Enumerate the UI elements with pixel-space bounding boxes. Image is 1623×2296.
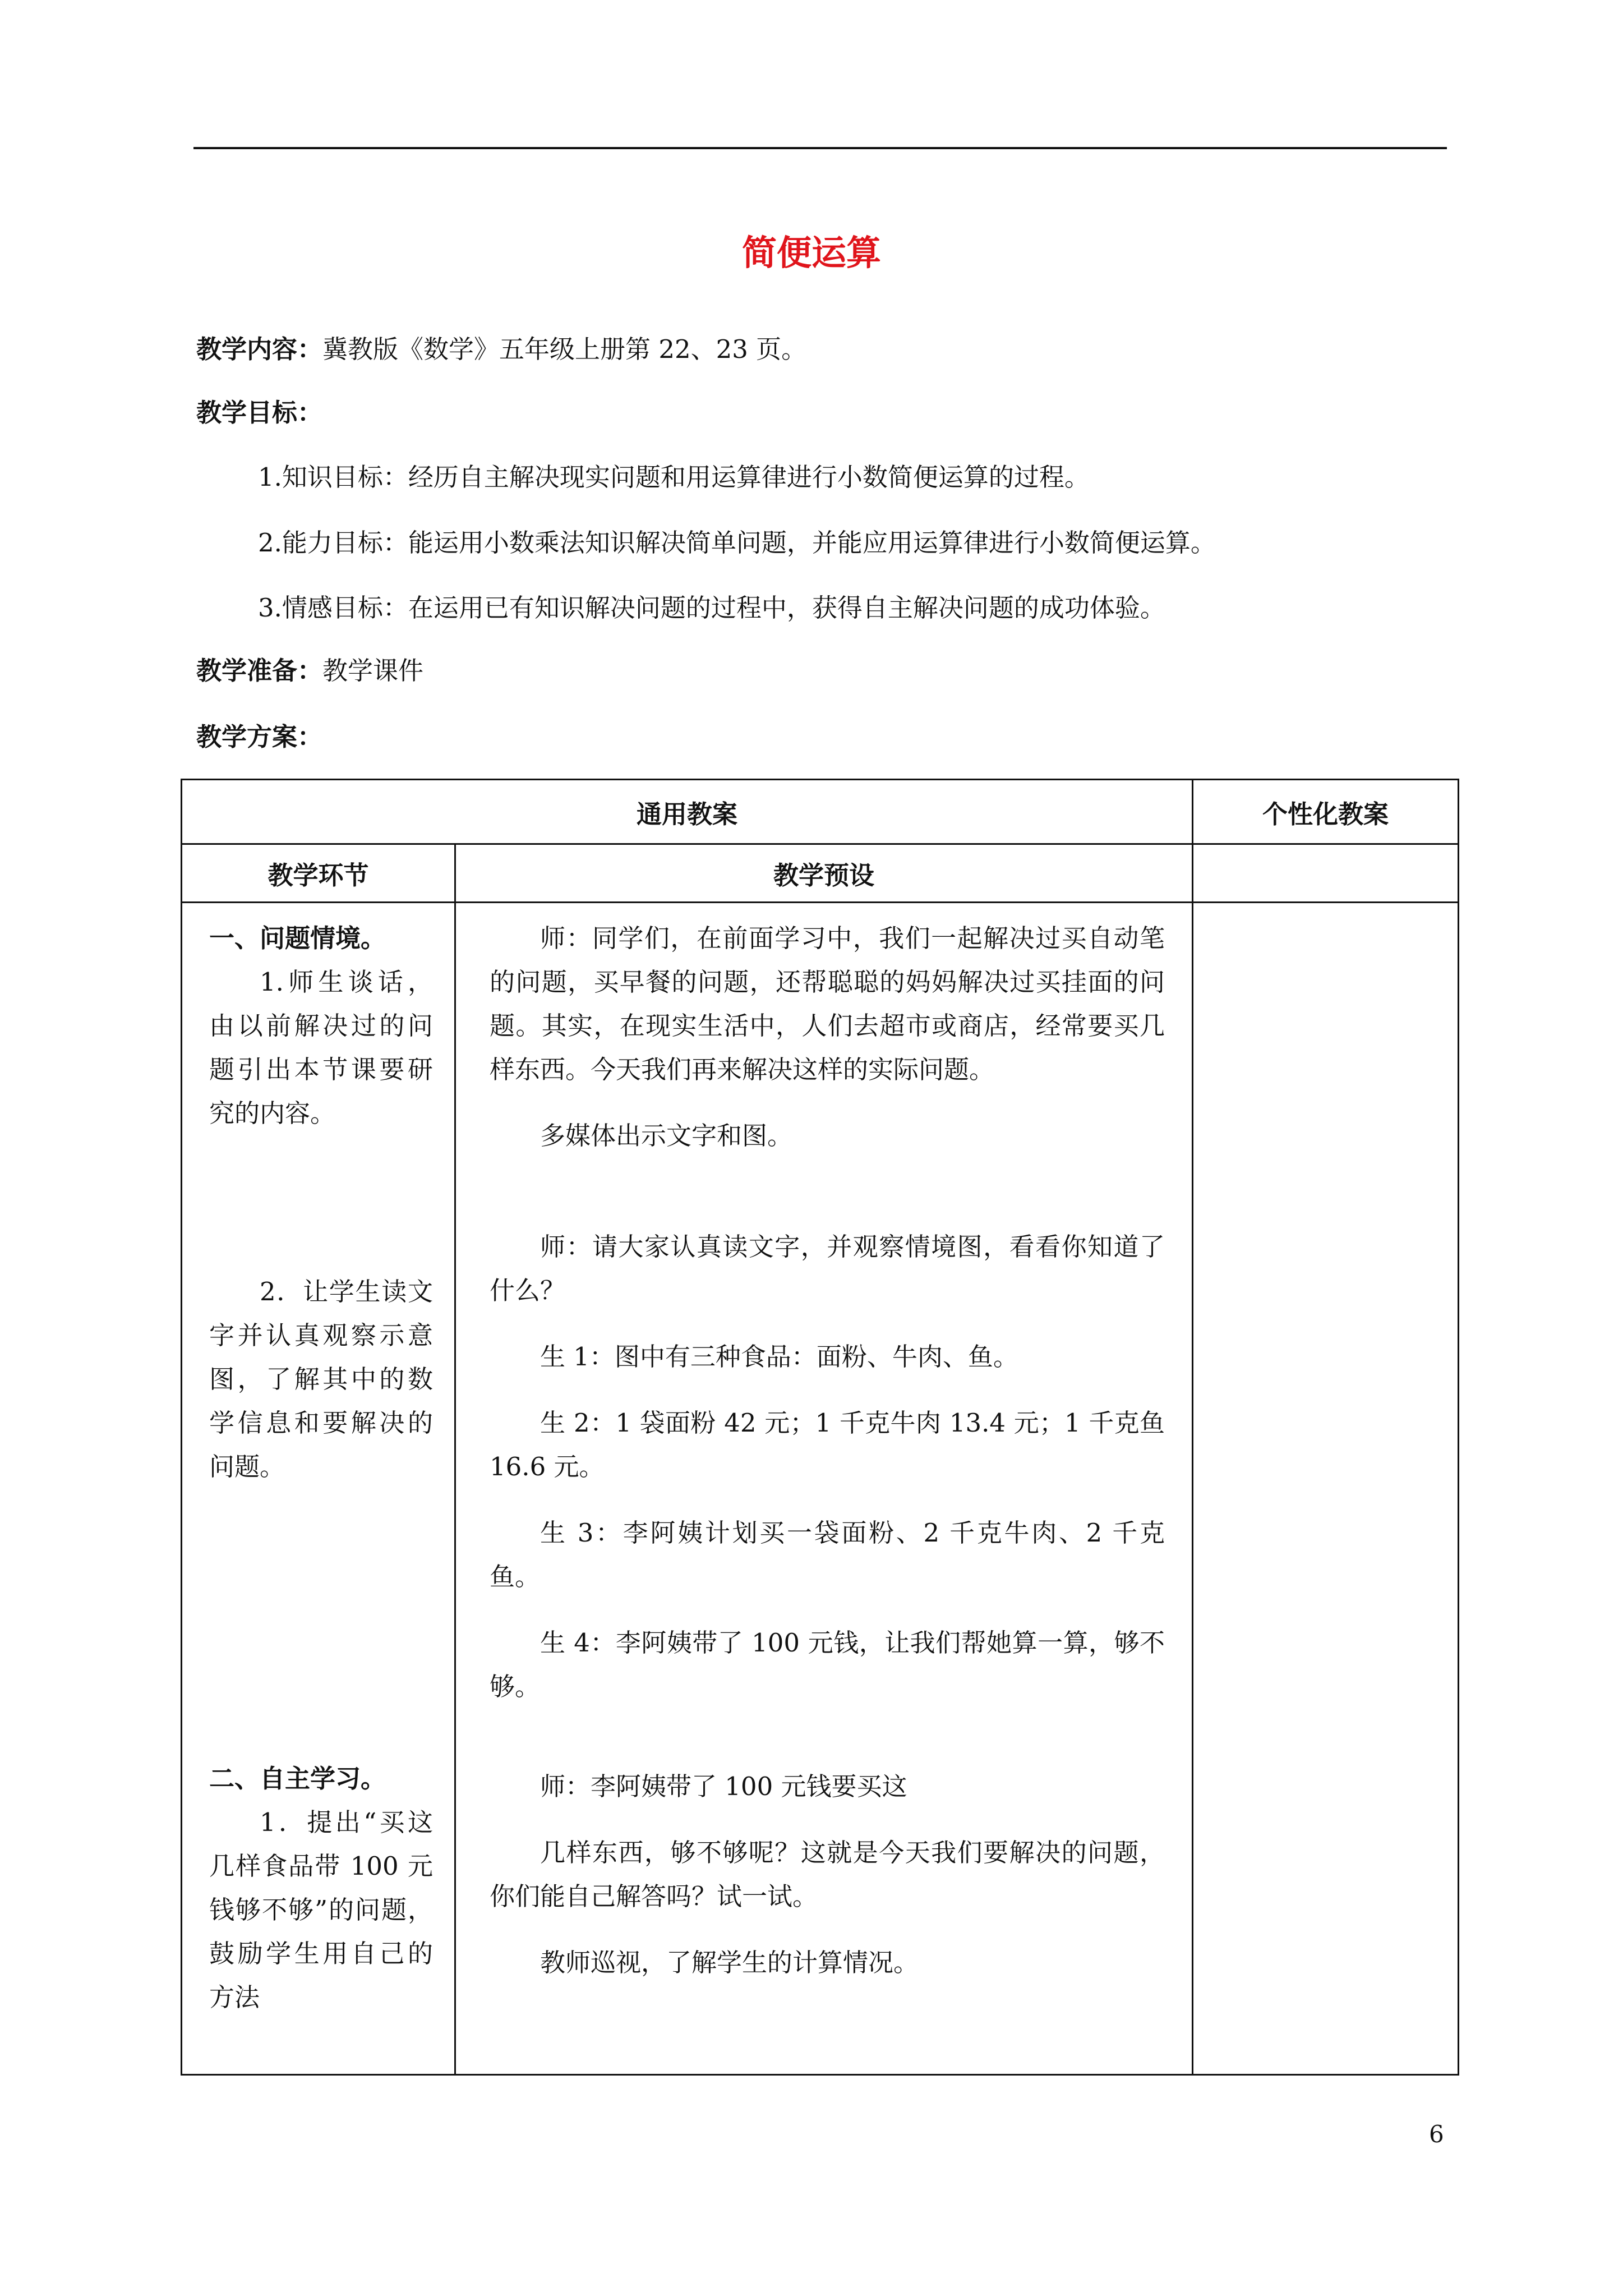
table-subheader-row <box>182 844 1459 903</box>
header-personal-plan: 个性化教案 <box>1193 780 1459 844</box>
teaching-prep-value: 教学课件 <box>322 656 424 685</box>
teaching-prep <box>196 658 423 683</box>
stage-1-item-2: 2．让学生读文字并认真观察示意图，了解其中的数学信息和要解决的问题。 <box>209 1277 433 1481</box>
teaching-content <box>196 334 807 364</box>
preset-para-8: 师：李阿姨带了 100 元钱要买这 <box>540 1772 907 1801</box>
objectives-label: 教学目标： <box>196 398 323 427</box>
stage-2-item-1: 1．提出“买这几样食品带 100 元钱够不够”的问题，鼓励学生用自己的方法 <box>209 1807 433 2012</box>
teaching-content-label: 教学内容： <box>196 334 323 364</box>
objective-3: 3.情感目标：在运用已有知识解决问题的过程中，获得自主解决问题的成功体验。 <box>258 593 1165 623</box>
col-personal-empty <box>1193 844 1459 903</box>
stage-2-title: 二、自主学习。 <box>209 1764 386 1793</box>
stage-1-item-1: 1.师生谈话，由以前解决过的问题引出本节课要研究的内容。 <box>209 967 433 1128</box>
objective-1: 1.知识目标：经历自主解决现实问题和用运算律进行小数简便运算的过程。 <box>258 462 1090 492</box>
table-header-row <box>182 780 1459 844</box>
plan-heading <box>196 722 323 752</box>
preset-para-1: 师：同学们，在前面学习中，我们一起解决过买自动笔的问题，买早餐的问题，还帮聪聪的妈妈解决过买挂面的问题。其实，在现实生活中，人们去超市或商店，经常要买几样东西。今天我们再来解决这样的实际问题。 <box>490 923 1165 1084</box>
preset-para-9: 几样东西，够不够呢？这就是今天我们要解决的问题，你们能自己解答吗？试一试。 <box>490 1838 1165 1911</box>
table-body-row <box>182 903 1459 2075</box>
lesson-plan-table <box>181 779 1459 2076</box>
teaching-content-value: 冀教版《数学》五年级上册第 22、23 页。 <box>322 334 807 364</box>
header-general-plan: 通用教案 <box>182 780 1193 844</box>
header-rule <box>193 147 1447 149</box>
objective-2: 2.能力目标：能运用小数乘法知识解决简单问题，并能应用运算律进行小数简便运算。 <box>258 528 1216 558</box>
preset-para-4: 生 1：图中有三种食品：面粉、牛肉、鱼。 <box>540 1342 1018 1372</box>
teaching-prep-label: 教学准备： <box>196 656 323 685</box>
objectives-heading <box>196 400 322 425</box>
preset-para-10: 教师巡视，了解学生的计算情况。 <box>540 1948 919 1977</box>
document-title: 简便运算 <box>741 232 881 273</box>
page-number: 6 <box>1429 2120 1444 2148</box>
preset-para-2: 多媒体出示文字和图。 <box>540 1121 793 1151</box>
preset-para-6: 生 3：李阿姨计划买一袋面粉、2 千克牛肉、2 千克鱼。 <box>490 1518 1165 1591</box>
col-teaching-stage: 教学环节 <box>182 844 455 903</box>
preset-para-7: 生 4：李阿姨带了 100 元钱，让我们帮她算一算，够不够。 <box>490 1628 1165 1701</box>
preset-cell <box>455 903 1193 2075</box>
personal-plan-cell <box>1193 903 1459 2075</box>
stage-1-title: 一、问题情境。 <box>209 923 386 953</box>
col-teaching-preset: 教学预设 <box>455 844 1193 903</box>
preset-para-3: 师：请大家认真读文字，并观察情境图，看看你知道了什么？ <box>490 1232 1165 1305</box>
stage-cell <box>182 903 455 2075</box>
plan-label: 教学方案： <box>196 722 323 752</box>
preset-para-5: 生 2：1 袋面粉 42 元；1 千克牛肉 13.4 元；1 千克鱼 16.6 元。 <box>490 1408 1165 1481</box>
